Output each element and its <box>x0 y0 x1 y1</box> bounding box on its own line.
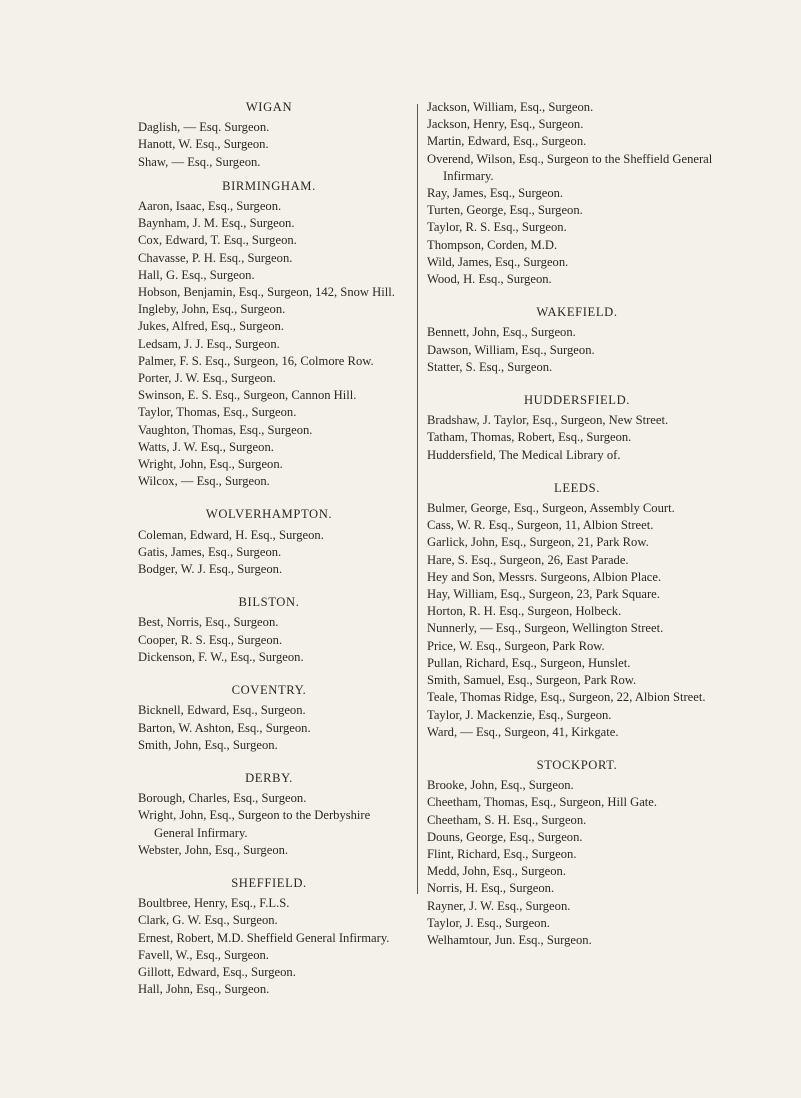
section <box>427 757 727 949</box>
list-entry: Taylor, R. S. Esq., Surgeon. <box>427 220 567 235</box>
section-heading: SHEFFIELD. <box>231 875 307 890</box>
list-entry: Chavasse, P. H. Esq., Surgeon. <box>138 250 293 265</box>
list-entry: Gillott, Edward, Esq., Surgeon. <box>138 964 296 979</box>
entry-list <box>138 614 400 666</box>
list-entry: Hall, G. Esq., Surgeon. <box>138 267 255 282</box>
entry-list <box>138 702 400 754</box>
list-entry: Martin, Edward, Esq., Surgeon. <box>427 134 587 149</box>
section <box>138 682 400 754</box>
list-entry: Hare, S. Esq., Surgeon, 26, East Parade. <box>427 552 629 567</box>
section-heading: BIRMINGHAM. <box>222 178 316 193</box>
list-entry: Taylor, J. Esq., Surgeon. <box>427 915 550 930</box>
list-entry: Hay, William, Esq., Surgeon, 23, Park Square. <box>427 587 660 602</box>
list-entry: Barton, W. Ashton, Esq., Surgeon. <box>138 720 311 735</box>
list-entry: Baynham, J. M. Esq., Surgeon. <box>138 216 295 231</box>
list-entry: Coleman, Edward, H. Esq., Surgeon. <box>138 527 324 542</box>
section <box>138 178 400 491</box>
entry-list <box>138 119 400 171</box>
section <box>138 770 400 859</box>
list-entry: Horton, R. H. Esq., Surgeon, Holbeck. <box>427 604 622 619</box>
list-entry: Bradshaw, J. Taylor, Esq., Surgeon, New Street. <box>427 413 669 428</box>
list-entry: Bodger, W. J. Esq., Surgeon. <box>138 562 283 577</box>
list-entry: Medd, John, Esq., Surgeon. <box>427 864 566 879</box>
list-entry: Welhamtour, Jun. Esq., Surgeon. <box>427 932 592 947</box>
list-entry: Aaron, Isaac, Esq., Surgeon. <box>138 199 282 214</box>
list-entry: Best, Norris, Esq., Surgeon. <box>138 615 279 630</box>
list-entry: Hey and Son, Messrs. Surgeons, Albion Place. <box>427 569 662 584</box>
section-heading: WAKEFIELD. <box>536 305 618 320</box>
section-heading: WIGAN <box>245 100 293 114</box>
entry-list <box>138 198 400 490</box>
entry-list <box>138 790 400 859</box>
list-entry: Clark, G. W. Esq., Surgeon. <box>138 913 278 928</box>
list-entry: Turten, George, Esq., Surgeon. <box>427 203 583 218</box>
section-heading: HUDDERSFIELD. <box>523 393 631 408</box>
list-entry: Huddersfield, The Medical Library of. <box>427 447 621 462</box>
list-entry: Pullan, Richard, Esq., Surgeon, Hunslet. <box>427 655 631 670</box>
entry-list <box>138 895 400 998</box>
section-heading: STOCKPORT. <box>536 757 618 772</box>
list-entry: Gatis, James, Esq., Surgeon. <box>138 544 282 559</box>
list-entry: Bulmer, George, Esq., Surgeon, Assembly Court. <box>427 501 675 516</box>
section <box>427 392 727 464</box>
list-entry: Ray, James, Esq., Surgeon. <box>427 186 564 201</box>
section <box>138 594 400 666</box>
section-heading: WOLVERHAMPTON. <box>205 507 333 522</box>
section <box>138 875 400 998</box>
list-entry: Dawson, William, Esq., Surgeon. <box>427 342 595 357</box>
list-entry: Nunnerly, — Esq., Surgeon, Wellington Street. <box>427 621 664 636</box>
list-entry: Taylor, Thomas, Esq., Surgeon. <box>138 405 297 420</box>
list-entry: Hanott, W. Esq., Surgeon. <box>138 137 269 152</box>
entry-list <box>427 777 727 949</box>
list-entry: Ward, — Esq., Surgeon, 41, Kirkgate. <box>427 724 619 739</box>
list-entry: Tatham, Thomas, Robert, Esq., Surgeon. <box>427 430 632 445</box>
list-entry: Favell, W., Esq., Surgeon. <box>138 947 269 962</box>
list-entry: Statter, S. Esq., Surgeon. <box>427 359 553 374</box>
entry-list <box>427 500 727 741</box>
list-entry: Douns, George, Esq., Surgeon. <box>427 829 583 844</box>
section-heading: LEEDS. <box>554 480 600 495</box>
list-entry: Wood, H. Esq., Surgeon. <box>427 272 552 287</box>
list-entry: Cox, Edward, T. Esq., Surgeon. <box>138 233 297 248</box>
list-entry: Ernest, Robert, M.D. Sheffield General Infirmary. <box>138 930 390 945</box>
list-entry: Watts, J. W. Esq., Surgeon. <box>138 439 274 454</box>
left-column <box>138 99 400 998</box>
list-entry: Cheetham, Thomas, Esq., Surgeon, Hill Gate. <box>427 795 658 810</box>
list-entry: Garlick, John, Esq., Surgeon, 21, Park Row. <box>427 535 649 550</box>
entry-list <box>138 527 400 579</box>
list-entry: Norris, H. Esq., Surgeon. <box>427 881 555 896</box>
list-entry: Wright, John, Esq., Surgeon. <box>138 457 283 472</box>
list-entry: Jukes, Alfred, Esq., Surgeon. <box>138 319 284 334</box>
list-entry: Cheetham, S. H. Esq., Surgeon. <box>427 812 587 827</box>
section <box>138 99 400 171</box>
list-entry: Jackson, William, Esq., Surgeon. <box>427 100 594 114</box>
list-entry: Hobson, Benjamin, Esq., Surgeon, 142, Snow Hill. <box>138 285 395 300</box>
section <box>138 506 400 578</box>
list-entry: Shaw, — Esq., Surgeon. <box>138 154 261 169</box>
list-entry: Overend, Wilson, Esq., Surgeon to the Sheffield General Infirmary. <box>427 151 713 183</box>
list-entry: Wilcox, — Esq., Surgeon. <box>138 474 270 489</box>
list-entry: Webster, John, Esq., Surgeon. <box>138 842 289 857</box>
list-entry: Vaughton, Thomas, Esq., Surgeon. <box>138 422 313 437</box>
entry-list <box>427 99 727 288</box>
section <box>427 304 727 376</box>
list-entry: Ledsam, J. J. Esq., Surgeon. <box>138 336 280 351</box>
list-entry: Price, W. Esq., Surgeon, Park Row. <box>427 638 605 653</box>
list-entry: Thompson, Corden, M.D. <box>427 237 558 252</box>
list-entry: Rayner, J. W. Esq., Surgeon. <box>427 898 571 913</box>
section <box>427 480 727 741</box>
list-entry: Cooper, R. S. Esq., Surgeon. <box>138 632 283 647</box>
section-heading: BILSTON. <box>238 595 300 610</box>
list-entry: Dickenson, F. W., Esq., Surgeon. <box>138 649 304 664</box>
list-entry: Daglish, — Esq. Surgeon. <box>138 120 270 135</box>
section-heading: COVENTRY. <box>231 683 307 698</box>
list-entry: Flint, Richard, Esq., Surgeon. <box>427 846 577 861</box>
right-column <box>427 99 727 949</box>
list-entry: Taylor, J. Mackenzie, Esq., Surgeon. <box>427 707 612 722</box>
section <box>427 99 727 288</box>
list-entry: Hall, John, Esq., Surgeon. <box>138 982 270 997</box>
list-entry: Bicknell, Edward, Esq., Surgeon. <box>138 703 306 718</box>
list-entry: Smith, John, Esq., Surgeon. <box>138 737 278 752</box>
section-heading: DERBY. <box>245 770 293 785</box>
list-entry: Palmer, F. S. Esq., Surgeon, 16, Colmore Row. <box>138 353 374 368</box>
list-entry: Swinson, E. S. Esq., Surgeon, Cannon Hill. <box>138 388 357 403</box>
list-entry: Cass, W. R. Esq., Surgeon, 11, Albion Street. <box>427 518 654 533</box>
list-entry: Ingleby, John, Esq., Surgeon. <box>138 302 286 317</box>
list-entry: Brooke, John, Esq., Surgeon. <box>427 778 574 793</box>
list-entry: Smith, Samuel, Esq., Surgeon, Park Row. <box>427 673 637 688</box>
column-divider <box>417 104 418 894</box>
entry-list <box>427 324 727 376</box>
list-entry: Bennett, John, Esq., Surgeon. <box>427 325 576 340</box>
entry-list <box>427 412 727 464</box>
list-entry: Boultbree, Henry, Esq., F.L.S. <box>138 896 290 911</box>
list-entry: Wright, John, Esq., Surgeon to the Derbyshire General Infirmary. <box>138 808 371 840</box>
list-entry: Porter, J. W. Esq., Surgeon. <box>138 371 276 386</box>
list-entry: Teale, Thomas Ridge, Esq., Surgeon, 22, Albion Street. <box>427 690 706 705</box>
list-entry: Borough, Charles, Esq., Surgeon. <box>138 791 307 806</box>
list-entry: Wild, James, Esq., Surgeon. <box>427 254 569 269</box>
list-entry: Jackson, Henry, Esq., Surgeon. <box>427 117 584 132</box>
